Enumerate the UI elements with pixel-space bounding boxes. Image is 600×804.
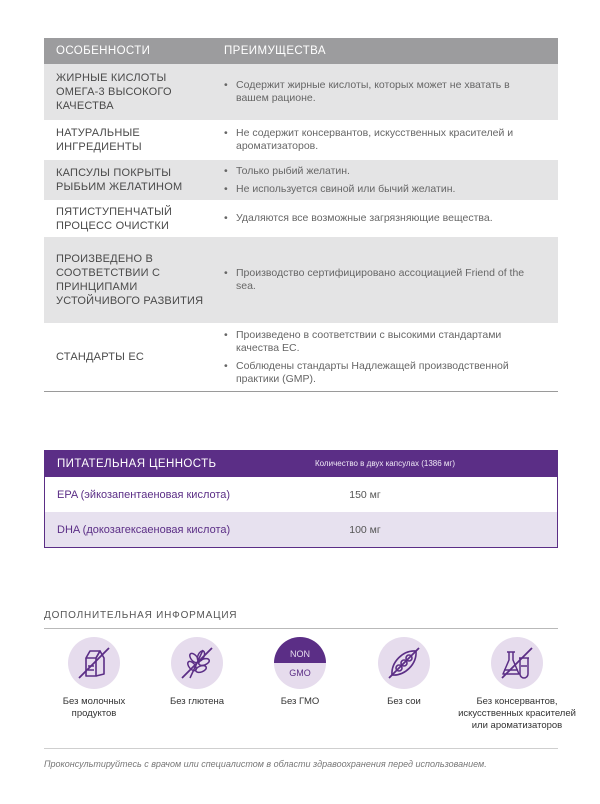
additional-item <box>250 636 350 708</box>
nutrition-header <box>45 450 557 477</box>
svg-text:GMO: GMO <box>289 668 311 678</box>
no-dairy-icon <box>67 636 121 690</box>
features-row <box>44 323 558 391</box>
features-header <box>44 38 558 64</box>
additional-info-title: ДОПОЛНИТЕЛЬНАЯ ИНФОРМАЦИЯ <box>44 610 238 621</box>
additional-item <box>457 636 577 732</box>
divider <box>44 748 558 749</box>
features-header-col1: ОСОБЕННОСТИ <box>56 45 151 57</box>
additional-item <box>354 636 454 708</box>
nutrition-title: ПИТАТЕЛЬНАЯ ЦЕННОСТЬ <box>57 457 217 470</box>
benefit-item: • Только рыбий желатин. <box>224 164 350 177</box>
additional-item <box>147 636 247 708</box>
nutrient-value: 100 мг <box>349 523 381 536</box>
additional-item-label: Без ГМО <box>280 696 320 707</box>
nutrient-name: DHA (докозагексаеновая кислота) <box>57 523 231 536</box>
non-gmo-icon <box>273 636 327 690</box>
additional-item-label: Без сои <box>387 696 421 707</box>
benefit-item: • Соблюдены стандарты Надлежащей производственной практики (GMP). <box>224 359 509 385</box>
additional-item-label: Без глютена <box>169 696 225 707</box>
features-header-col2: ПРЕИМУЩЕСТВА <box>224 45 326 57</box>
features-row <box>44 120 558 160</box>
additional-item-label: Без консервантов, искусственных красителей или ароматизаторов <box>458 696 576 731</box>
feature-name: КАПСУЛЫ ПОКРЫТЫ РЫБЬИМ ЖЕЛАТИНОМ <box>56 167 183 193</box>
feature-name: ПРОИЗВЕДЕНО В СООТВЕТСТВИИ С ПРИНЦИПАМИ УСТОЙЧИВОГО РАЗВИТИЯ <box>56 253 204 307</box>
benefit-item: • Производство сертифицировано ассоциацией Friend of the sea. <box>224 267 525 292</box>
nutrient-name: EPA (эйкозапентаеновая кислота) <box>57 488 231 501</box>
benefit-item: • Удаляются все возможные загрязняющие вещества. <box>224 212 493 224</box>
nutrition-row <box>45 512 557 547</box>
no-preservatives-icon <box>490 636 544 690</box>
additional-item <box>44 636 144 720</box>
features-row <box>44 237 558 323</box>
additional-icons <box>44 636 584 746</box>
nutrition-table <box>44 450 558 548</box>
feature-name: ЖИРНЫЕ КИСЛОТЫ ОМЕГА-3 ВЫСОКОГО КАЧЕСТВА <box>56 72 172 112</box>
benefit-item: • Содержит жирные кислоты, которых может не хватать в вашем рационе. <box>224 79 510 104</box>
additional-item-label: Без молочных продуктов <box>62 696 126 719</box>
features-row <box>44 160 558 200</box>
benefit-item: • Не содержит консервантов, искусственных красителей и ароматизаторов. <box>224 127 514 152</box>
consult-note: Проконсультируйтесь с врачом или специалистом в области здравоохранения перед использованием. <box>44 759 487 769</box>
feature-name: СТАНДАРТЫ ЕС <box>56 351 145 363</box>
nutrition-row <box>45 477 557 512</box>
no-soy-icon <box>377 636 431 690</box>
divider <box>44 628 558 629</box>
benefit-item: • Произведено в соответствии с высокими стандартами качества ЕС. <box>224 328 502 354</box>
nutrition-quantity-label: Количество в двух капсулах (1386 мг) <box>315 459 456 468</box>
benefit-item: • Не используется свиной или бычий желатин. <box>224 182 456 195</box>
no-gluten-icon <box>170 636 224 690</box>
svg-text:NON: NON <box>290 649 310 659</box>
features-row <box>44 64 558 120</box>
feature-name: ПЯТИСТУПЕНЧАТЫЙ ПРОЦЕСС ОЧИСТКИ <box>56 205 173 232</box>
nutrient-value: 150 мг <box>349 488 381 501</box>
features-row <box>44 200 558 237</box>
features-table <box>44 38 558 392</box>
feature-name: НАТУРАЛЬНЫЕ ИНГРЕДИЕНТЫ <box>56 127 142 153</box>
